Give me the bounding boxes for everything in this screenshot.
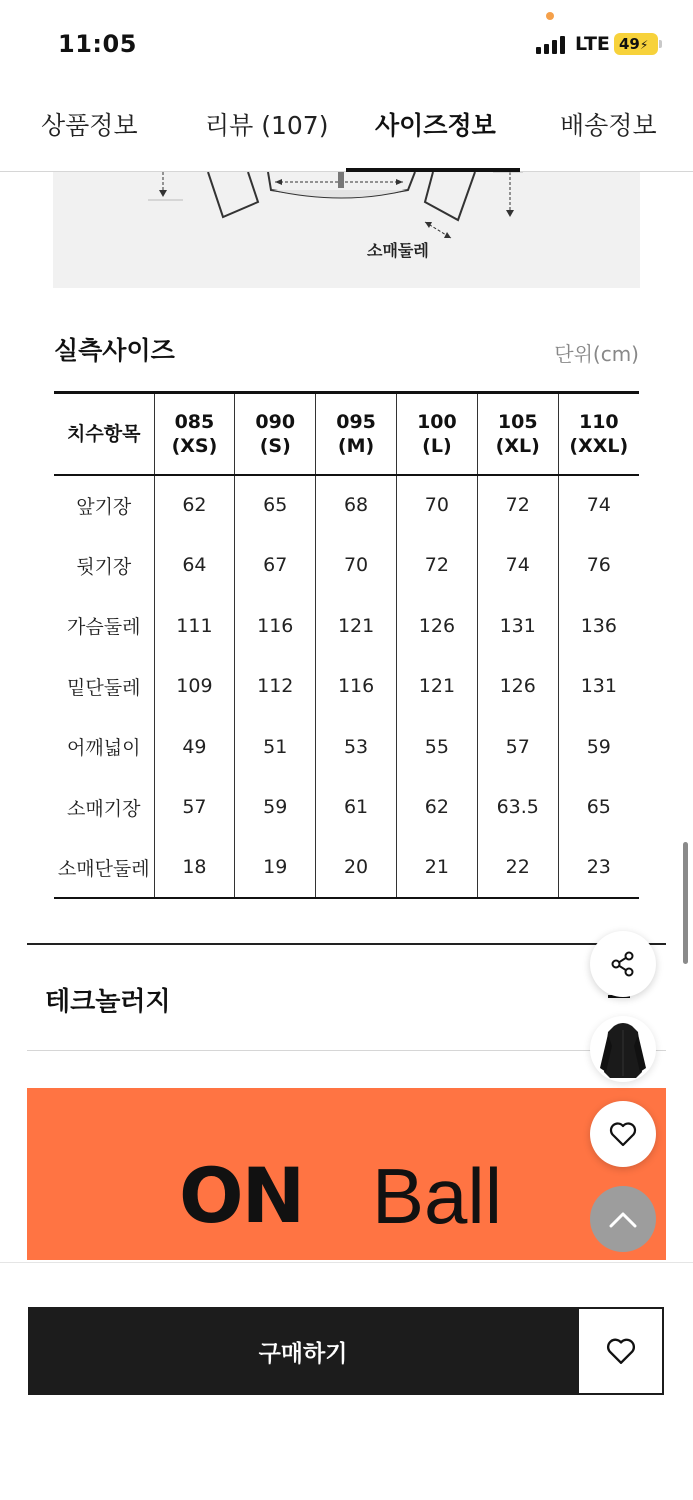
table-cell: 112: [235, 656, 316, 717]
table-cell: 116: [316, 656, 397, 717]
row-label: 밑단둘레: [54, 656, 154, 717]
row-label: 뒷기장: [54, 535, 154, 596]
table-cell: 136: [580, 614, 617, 637]
table-cell: 20: [316, 838, 397, 899]
sleeve-circumference-label: 소매둘레: [367, 241, 429, 260]
table-cell: 19: [235, 838, 316, 899]
table-cell: 70: [316, 535, 397, 596]
table-row: [54, 596, 639, 657]
battery-tip: [659, 40, 662, 48]
scroll-to-top-button[interactable]: [590, 1186, 656, 1252]
recent-product-thumbnail[interactable]: [590, 1016, 656, 1082]
scrollbar[interactable]: [683, 842, 688, 964]
chevron-up-icon: [608, 1209, 638, 1229]
header-size-100: 100 (L): [396, 393, 477, 475]
table-row: [54, 535, 639, 596]
signal-icon: [536, 36, 566, 54]
table-cell: 76: [586, 554, 611, 577]
table-cell: 111: [154, 596, 235, 657]
table-cell: 116: [235, 596, 316, 657]
table-cell: 131: [477, 596, 558, 657]
table-cell: 51: [235, 717, 316, 778]
header-size-095: 095 (M): [316, 393, 397, 475]
wishlist-button[interactable]: [577, 1307, 664, 1395]
table-cell: 62: [396, 777, 477, 838]
network-type: LTE: [575, 33, 610, 55]
table-cell: 57: [477, 717, 558, 778]
table-cell: 59: [586, 735, 611, 758]
table-row: [54, 777, 639, 838]
table-cell: 61: [316, 777, 397, 838]
table-cell: 59: [235, 777, 316, 838]
header-size-110: 110 (XXL): [569, 410, 629, 457]
share-icon: [609, 950, 637, 978]
row-label: 소매단둘레: [54, 838, 154, 899]
buy-button[interactable]: 구매하기: [28, 1307, 578, 1395]
tab-product-info[interactable]: 상품정보: [41, 111, 138, 140]
section-divider: [27, 1050, 666, 1051]
size-table: [54, 391, 639, 899]
table-cell: 65: [235, 475, 316, 536]
tab-shipping-info[interactable]: 배송정보: [560, 111, 657, 140]
table-cell: 74: [586, 494, 611, 517]
heart-icon: [606, 1337, 636, 1365]
header-measurement-label: 치수항목: [54, 393, 154, 475]
table-row: [54, 475, 639, 536]
size-section-title: 실측사이즈: [54, 336, 175, 365]
table-cell: 63.5: [477, 777, 558, 838]
table-cell: 68: [316, 475, 397, 536]
table-cell: 109: [154, 656, 235, 717]
banner-ball-text: Ball: [372, 1152, 503, 1240]
status-bar: [0, 0, 693, 88]
table-cell: 55: [396, 717, 477, 778]
table-cell: 65: [586, 796, 611, 819]
bottom-purchase-bar: [0, 1262, 693, 1500]
banner-on-text: ON: [179, 1151, 304, 1240]
table-cell: 22: [477, 838, 558, 899]
header-size-090: 090 (S): [235, 393, 316, 475]
table-cell: 121: [316, 596, 397, 657]
table-cell: 126: [477, 656, 558, 717]
jacket-thumbnail-image: [590, 1016, 656, 1082]
product-tabs: [0, 88, 693, 172]
status-time: 11:05: [58, 30, 137, 58]
jacket-diagram-illustration: [53, 172, 640, 288]
row-label: 어깨넓이: [54, 717, 154, 778]
table-row: [54, 717, 639, 778]
size-diagram: [53, 172, 640, 288]
table-cell: 126: [396, 596, 477, 657]
header-size-105: 105 (XL): [477, 393, 558, 475]
table-cell: 49: [154, 717, 235, 778]
size-table-header-row: [54, 393, 639, 475]
table-cell: 67: [235, 535, 316, 596]
tab-reviews[interactable]: 리뷰 (107): [205, 111, 329, 140]
row-label: 소매기장: [54, 777, 154, 838]
table-cell: 18: [154, 838, 235, 899]
wishlist-float-button[interactable]: [590, 1101, 656, 1167]
table-cell: 72: [396, 535, 477, 596]
header-size-085: 085 (XS): [154, 393, 235, 475]
table-cell: 53: [316, 717, 397, 778]
table-cell: 121: [396, 656, 477, 717]
heart-icon: [609, 1121, 637, 1147]
battery-level: 49: [619, 35, 640, 53]
table-cell: 62: [154, 475, 235, 536]
table-cell: 70: [396, 475, 477, 536]
table-row: [54, 656, 639, 717]
battery-icon: 49⚡: [614, 33, 658, 55]
technology-section-title[interactable]: 테크놀러지: [45, 987, 171, 1017]
onball-technology-banner: [27, 1088, 666, 1260]
row-label: 앞기장: [54, 475, 154, 536]
table-cell: 64: [154, 535, 235, 596]
section-divider: [27, 943, 666, 945]
tab-size-info[interactable]: 사이즈정보: [375, 111, 496, 140]
table-cell: 74: [477, 535, 558, 596]
privacy-indicator-dot: [546, 12, 554, 20]
table-cell: 72: [477, 475, 558, 536]
table-row: [54, 838, 639, 899]
table-cell: 131: [580, 675, 617, 698]
table-cell: 21: [396, 838, 477, 899]
table-cell: 57: [154, 777, 235, 838]
row-label: 가슴둘레: [54, 596, 154, 657]
size-unit-label: 단위(cm): [554, 342, 639, 366]
share-button[interactable]: [590, 931, 656, 997]
table-cell: 23: [586, 856, 611, 879]
